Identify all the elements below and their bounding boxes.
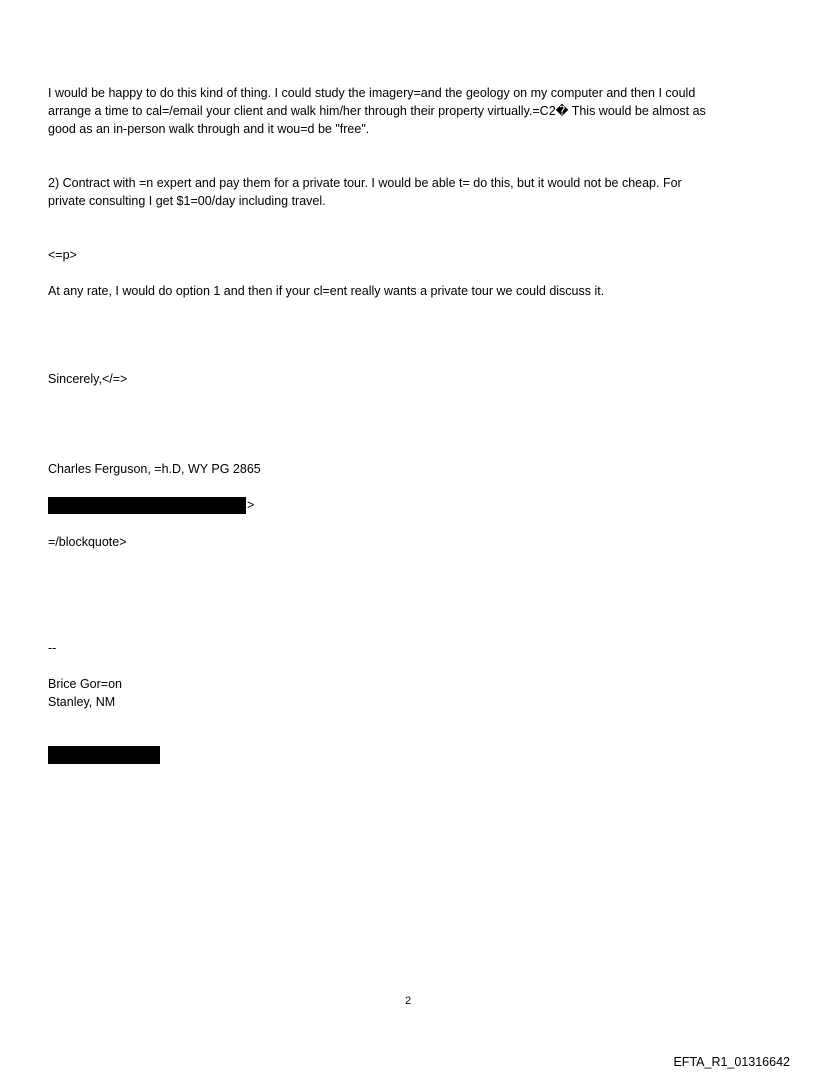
- paragraph-2-line-1: 2) Contract with =n expert and pay them for a private tour. I would be able t= do this, but it would not be cheap. For: [48, 176, 682, 190]
- closing-text: Sincerely,</=>: [48, 372, 128, 386]
- page-number: 2: [404, 995, 412, 1007]
- redaction-trailing-char: >: [247, 498, 255, 512]
- signature-separator: --: [48, 641, 57, 655]
- paragraph-3: At any rate, I would do option 1 and then if your cl=ent really wants a private tour we could discuss it.: [48, 284, 605, 298]
- blockquote-end-text: =/blockquote>: [48, 535, 127, 549]
- redaction-box-email: [48, 497, 246, 514]
- paragraph-1-line-3: good as an in-person walk through and it wou=d be "free".: [48, 122, 370, 136]
- redaction-box-contact: [48, 746, 160, 764]
- paragraph-1-line-2: arrange a time to cal=/email your client and walk him/her through their property virtually.=C2� This would be almost as: [48, 104, 706, 118]
- paragraph-2-line-2: private consulting I get $1=00/day including travel.: [48, 194, 326, 208]
- signature-line: Charles Ferguson, =h.D, WY PG 2865: [48, 462, 261, 476]
- document-id: EFTA_R1_01316642: [673, 1055, 790, 1069]
- paragraph-1-line-1: I would be happy to do this kind of thing. I could study the imagery=and the geology on my computer and then I could: [48, 86, 696, 100]
- html-tag-text: <=p>: [48, 248, 77, 262]
- sender-location: Stanley, NM: [48, 695, 116, 709]
- sender-name: Brice Gor=on: [48, 677, 122, 691]
